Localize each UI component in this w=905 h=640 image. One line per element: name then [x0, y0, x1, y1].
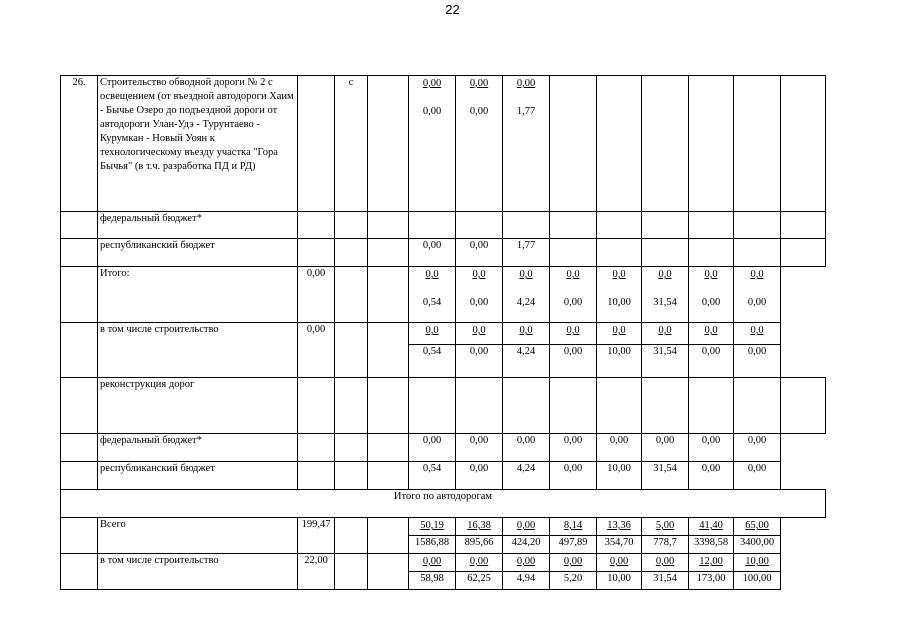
- row-name: республиканский бюджет: [98, 239, 298, 267]
- cell: 0,0 0,00: [456, 323, 503, 378]
- cell: 0,0 0,00: [734, 267, 781, 323]
- cell: 22,00: [298, 554, 335, 590]
- cell: 0,0 0,00: [689, 267, 734, 323]
- cell: с: [335, 76, 368, 212]
- row-name: Строительство обводной дороги № 2 с освещением (от въездной автодороги Хаим - Бычье Озеро до подъездной дороги от автодороги Улан-Удэ - Турунтаево - Курумкан - Новый Уоян к технологическому въезду участка "Гора Бычья" (в т.ч. разработка ПД и РД): [98, 76, 298, 212]
- cell: 0,00 4,94: [503, 554, 550, 590]
- row-name: в том числе строительство: [98, 323, 298, 378]
- table-row: [61, 518, 826, 554]
- cell: 0,0 4,24: [503, 267, 550, 323]
- cell: 41,40 3398,58: [689, 518, 734, 554]
- cell: 0,00: [409, 239, 456, 267]
- cell: 0,0 4,24: [503, 323, 550, 378]
- cell: 0,0 31,54: [642, 323, 689, 378]
- cell: 10,00: [597, 462, 642, 490]
- row-name: реконструкция дорог: [98, 378, 298, 434]
- cell: 0,00 424,20: [503, 518, 550, 554]
- cell: 0,00: [689, 462, 734, 490]
- cell: 0,00: [298, 267, 335, 323]
- cell: 0,00: [689, 434, 734, 462]
- table-row: [61, 462, 826, 490]
- table-row: [61, 323, 826, 378]
- cell: 0,0 0,00: [550, 267, 597, 323]
- cell: 0,00: [550, 462, 597, 490]
- cell: 0,00: [550, 434, 597, 462]
- row-name: федеральный бюджет*: [98, 434, 298, 462]
- cell: 0,00: [298, 323, 335, 378]
- cell: 0,00: [734, 462, 781, 490]
- cell: 5,00 778,7: [642, 518, 689, 554]
- cell: 0,0 10,00: [597, 323, 642, 378]
- row-name: республиканский бюджет: [98, 462, 298, 490]
- cell: 13,36 354,70: [597, 518, 642, 554]
- cell: 0,00 0,00: [409, 76, 456, 212]
- row-name: федеральный бюджет*: [98, 212, 298, 239]
- table-row: [61, 434, 826, 462]
- cell: 4,24: [503, 462, 550, 490]
- cell: 0,0 31,54: [642, 267, 689, 323]
- row-name: Всего: [98, 518, 298, 554]
- cell: 16,38 895,66: [456, 518, 503, 554]
- cell: 0,00: [456, 462, 503, 490]
- cell: 0,0 0,00: [689, 323, 734, 378]
- cell: 0,0 0,54: [409, 323, 456, 378]
- cell: 0,00 62,25: [456, 554, 503, 590]
- cell: 0,00: [456, 239, 503, 267]
- table-row: [61, 267, 826, 323]
- budget-table: [60, 75, 826, 590]
- row-number: 26.: [61, 76, 98, 212]
- row-name: Итого:: [98, 267, 298, 323]
- cell: 31,54: [642, 462, 689, 490]
- table-row: [61, 554, 826, 590]
- row-name: в том числе строительство: [98, 554, 298, 590]
- table-row: [61, 378, 826, 434]
- cell: 0,00: [734, 434, 781, 462]
- cell: 65,00 3400,00: [734, 518, 781, 554]
- cell: 0,00: [503, 434, 550, 462]
- cell: 0,54: [409, 462, 456, 490]
- table-row: [61, 239, 826, 267]
- cell: 0,0 0,00: [734, 323, 781, 378]
- cell: 0,00 58,98: [409, 554, 456, 590]
- section-title: Итого по автодорогам: [61, 490, 826, 518]
- cell: 0,00: [409, 434, 456, 462]
- cell: 12,00 173,00: [689, 554, 734, 590]
- cell: 0,00 5,20: [550, 554, 597, 590]
- cell: 0,00: [456, 434, 503, 462]
- cell: 0,0 10,00: [597, 267, 642, 323]
- cell: 1,77: [503, 239, 550, 267]
- cell: 0,0 0,00: [550, 323, 597, 378]
- cell: 0,00: [642, 434, 689, 462]
- cell: 0,00 10,00: [597, 554, 642, 590]
- cell: 0,00 0,00: [456, 76, 503, 212]
- cell: 199,47: [298, 518, 335, 554]
- table-row: [61, 212, 826, 239]
- page-number: 22: [445, 2, 460, 17]
- cell: 0,00: [597, 434, 642, 462]
- cell: 0,0 0,00: [456, 267, 503, 323]
- cell: 0,00 1,77: [503, 76, 550, 212]
- table-row: [61, 490, 826, 518]
- cell: 50,19 1586,88: [409, 518, 456, 554]
- table-row: [61, 76, 826, 212]
- cell: 8,14 497,89: [550, 518, 597, 554]
- cell: 0,00 31,54: [642, 554, 689, 590]
- cell: 10,00 100,00: [734, 554, 781, 590]
- cell: 0,0 0,54: [409, 267, 456, 323]
